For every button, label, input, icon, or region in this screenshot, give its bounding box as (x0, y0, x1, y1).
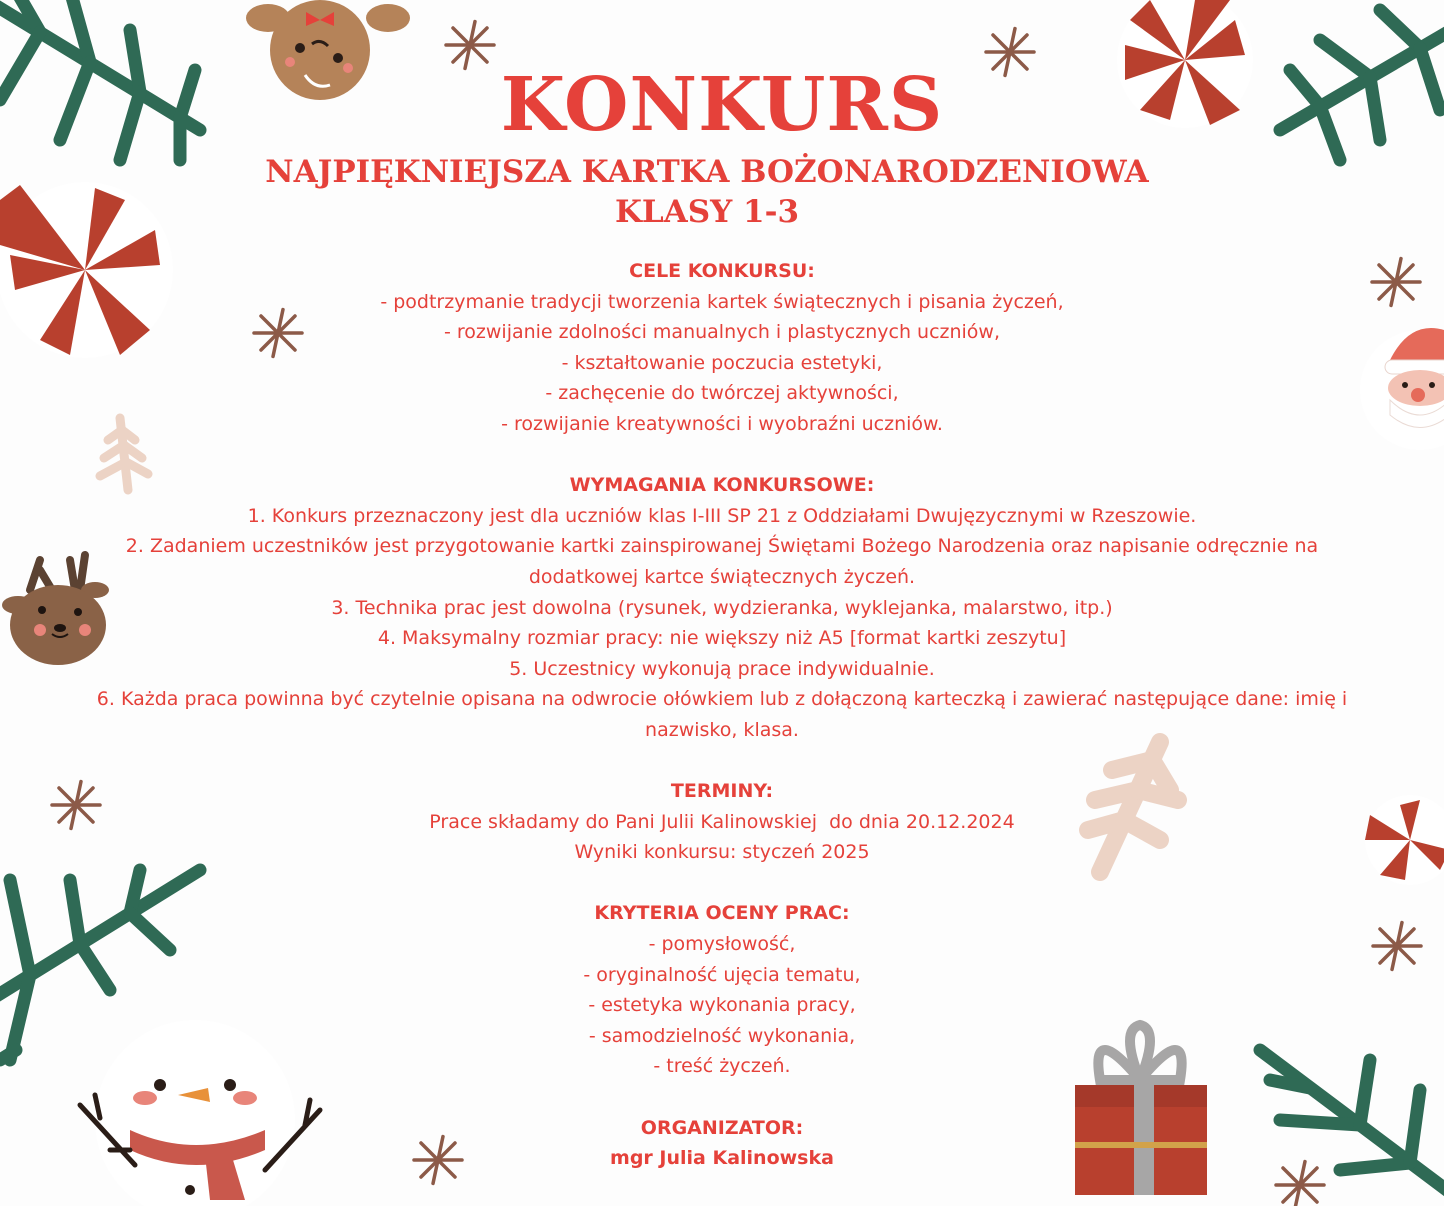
requirement-line: 5. Uczestnicy wykonują prace indywidualnie. (509, 657, 935, 680)
requirement-line: 4. Maksymalny rozmiar pracy: nie większy niż A5 [format kartki zeszytu] (377, 627, 1067, 650)
contest-subtitle: NAJPIĘKNIEJSZA KARTKA BOŻONARODZENIOWA (265, 154, 1149, 190)
section-spacer (18, 440, 1426, 471)
requirement-line: 1. Konkurs przeznaczony jest dla uczniów klas I-III SP 21 z Oddziałami Dwujęzycznymi w Rzeszowie. (247, 504, 1197, 527)
goal-item: - podtrzymanie tradycji tworzenia kartek świątecznych i pisania życzeń, (380, 290, 1064, 313)
goals-heading: CELE KONKURSU: (629, 260, 815, 282)
goal-item: - rozwijanie zdolności manualnych i plastycznych uczniów, (443, 321, 1001, 344)
requirement-line: 3. Technika prac jest dowolna (rysunek, wydzieranka, wyklejanka, malarstwo, itp.) (331, 596, 1113, 619)
criteria-item: - treść życzeń. (653, 1055, 791, 1078)
contest-classes: KLASY 1-3 (614, 194, 800, 230)
requirement-line: nazwisko, klasa. (645, 718, 799, 741)
contest-rules (18, 256, 1426, 1174)
requirement-line: dodatkowej kartce świątecznych życzeń. (528, 565, 916, 588)
goal-item: - kształtowanie poczucia estetyki, (561, 351, 883, 374)
section-spacer (18, 1082, 1426, 1113)
contest-title: KONKURS (500, 62, 944, 148)
deadline-line: Wyniki konkursu: styczeń 2025 (574, 841, 870, 864)
criteria-item: - pomysłowość, (648, 933, 796, 956)
goal-item: - zachęcenie do twórczej aktywności, (545, 382, 899, 405)
section-spacer (18, 746, 1426, 777)
deadlines-heading: TERMINY: (670, 780, 774, 803)
deadline-line: Prace składamy do Pani Julii Kalinowskiej do dnia 20.12.2024 (429, 810, 1015, 833)
criteria-item: - estetyka wykonania pracy, (588, 994, 856, 1017)
section-spacer (18, 868, 1426, 899)
criteria-item: - oryginalność ujęcia tematu, (583, 963, 861, 986)
requirements-heading: WYMAGANIA KONKURSOWE: (569, 474, 875, 497)
criteria-heading: KRYTERIA OCENY PRAC: (594, 902, 850, 925)
requirement-line: 2. Zadaniem uczestników jest przygotowanie kartki zainspirowanej Świętami Bożego Narodzenia oraz napisanie odręcznie na (125, 535, 1319, 558)
organizer-heading: ORGANIZATOR: (640, 1116, 804, 1139)
goal-item: - rozwijanie kreatywności i wyobraźni uczniów. (501, 412, 943, 435)
organizer-name: mgr Julia Kalinowska (610, 1147, 834, 1170)
criteria-item: - samodzielność wykonania, (588, 1024, 856, 1047)
requirement-line: 6. Każda praca powinna być czytelnie opisana na odwrocie ołówkiem lub z dołączoną karteczką i zawierać następujące dane: imię i (96, 688, 1348, 711)
